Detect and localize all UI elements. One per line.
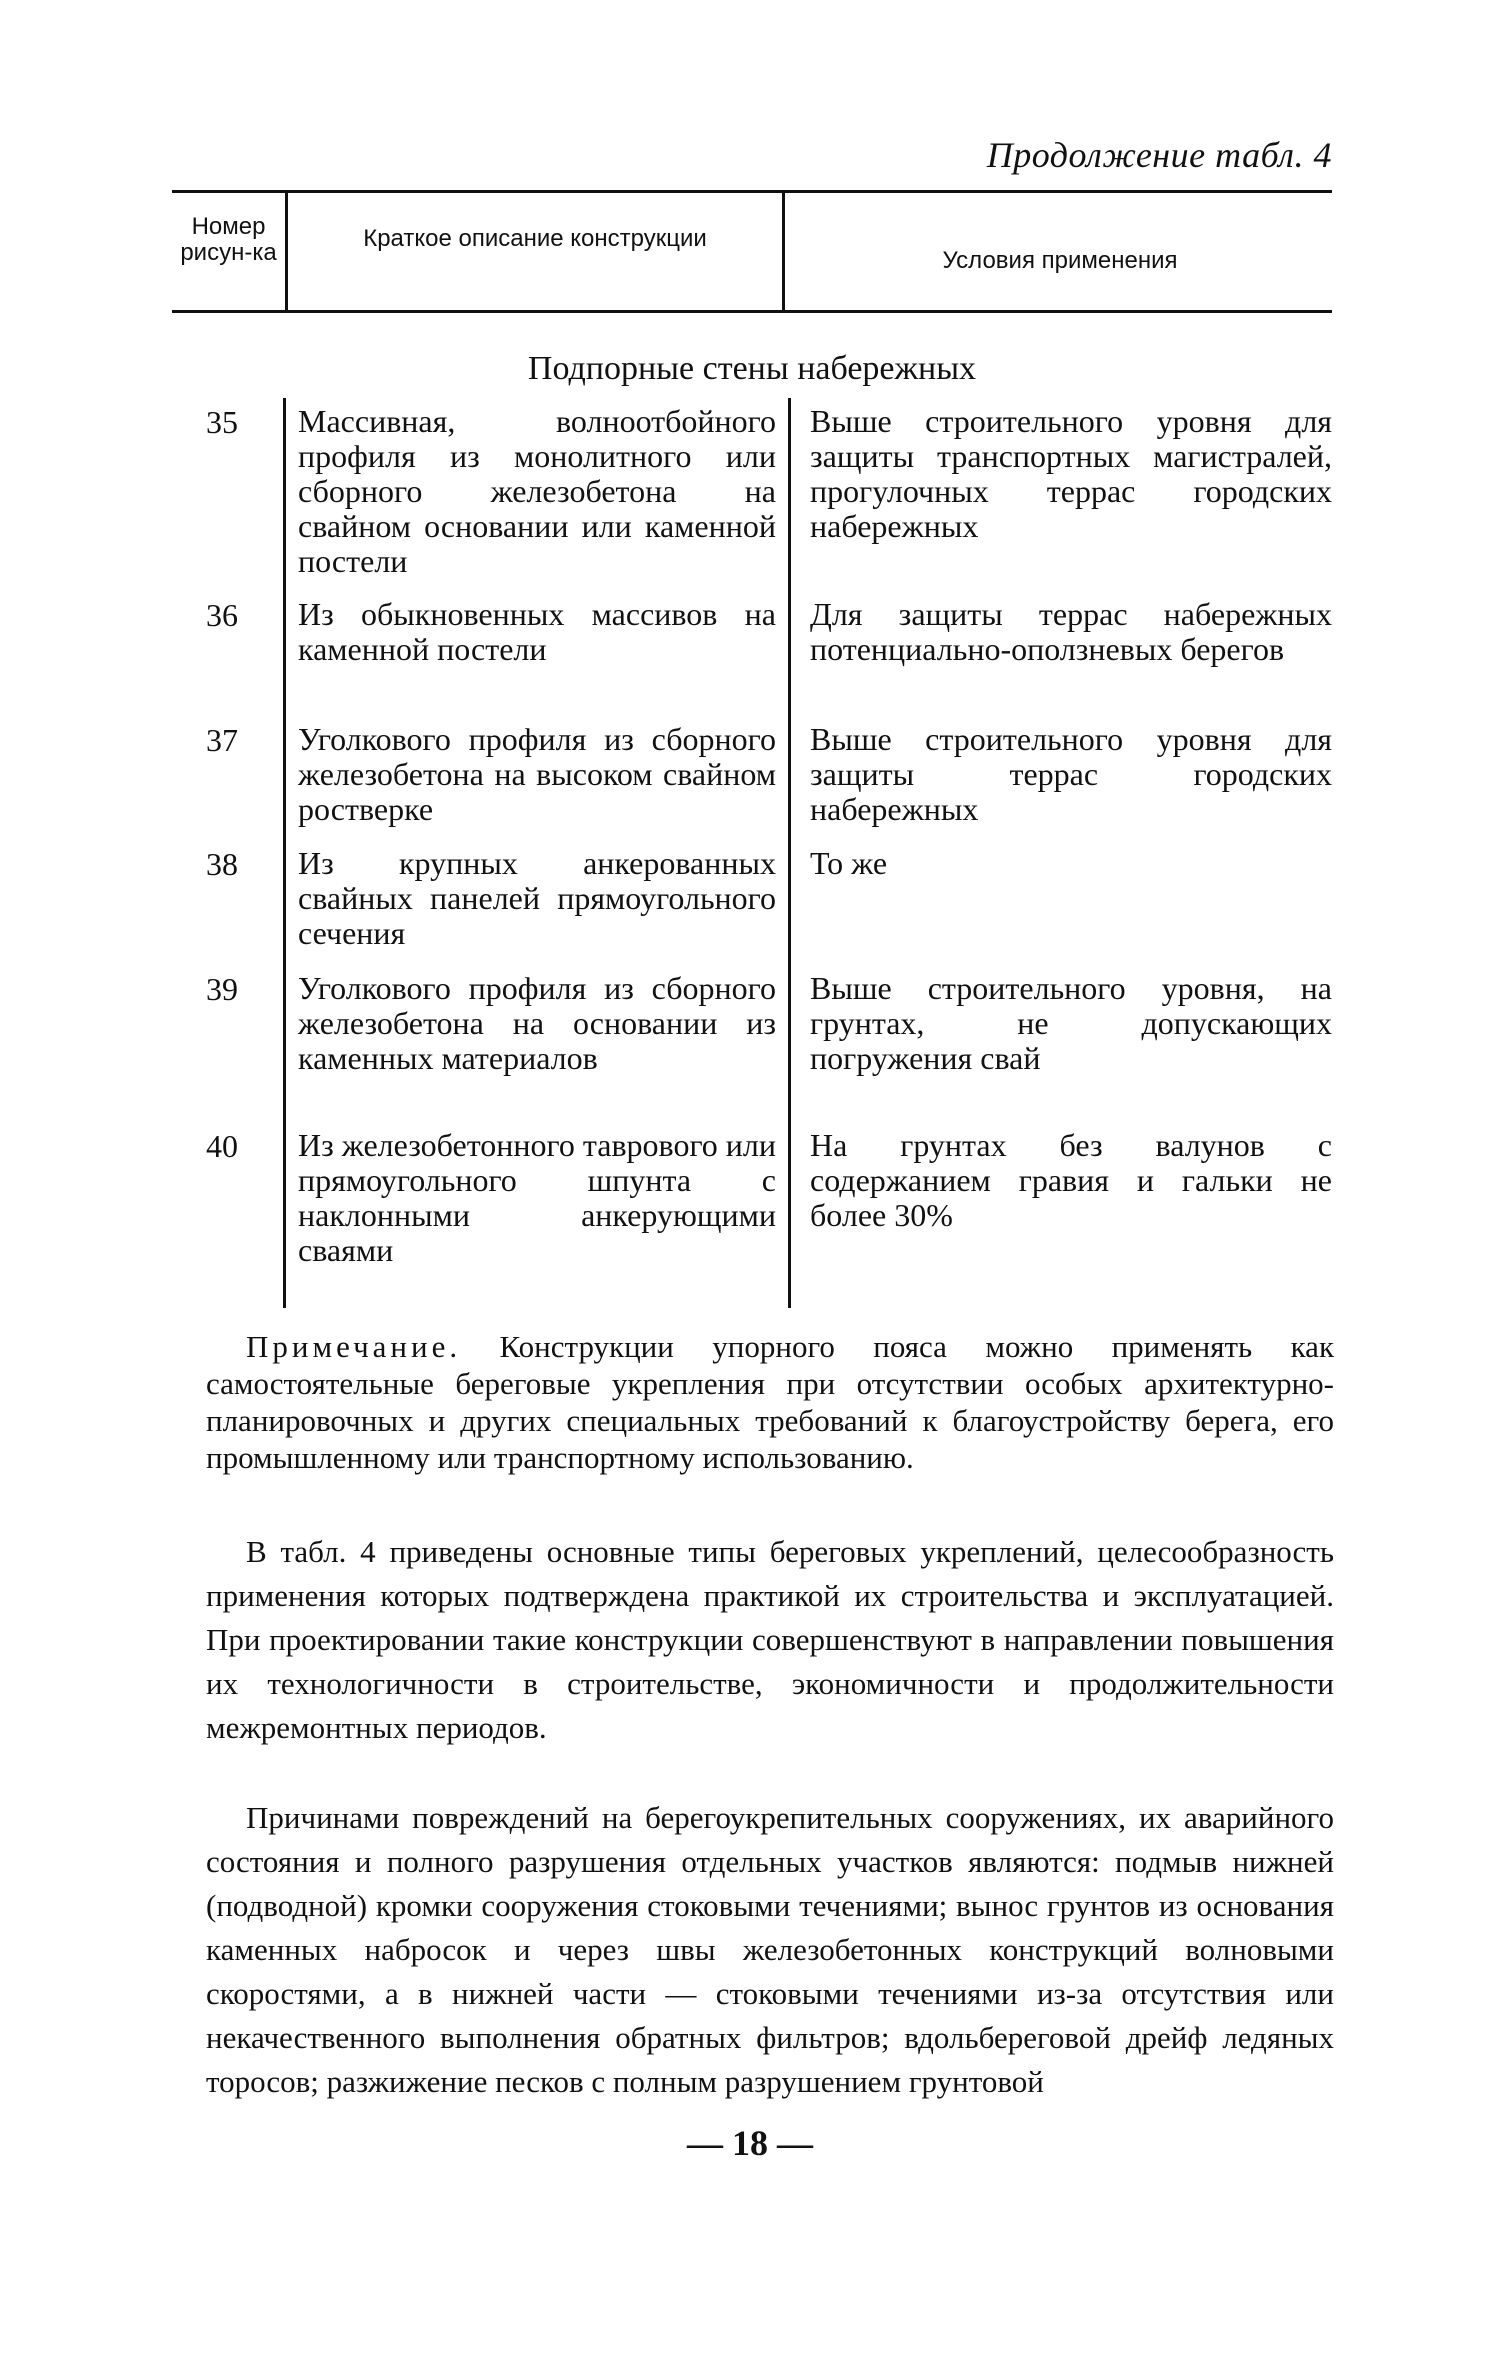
row-number: 40 — [206, 1128, 238, 1164]
row-conditions: На грунтах без валунов с содержанием гравия и гальки не более 30% — [810, 1127, 1332, 1233]
row-conditions: Выше строительного уровня для защиты транспортных магистралей, прогулочных террас городских набережных — [810, 403, 1332, 544]
row-description: Из обыкновенных массивов на каменной постели — [298, 596, 776, 667]
column-divider — [788, 398, 791, 1308]
row-conditions: Для защиты террас набережных потенциально-оползневых берегов — [810, 596, 1332, 667]
row-description: Из железобетонного таврового или прямоугольного шпунта с наклонными анкерующими сваями — [298, 1127, 776, 1268]
row-conditions: Выше строительного уровня для защиты террас городских набережных — [810, 721, 1332, 827]
row-number: 39 — [206, 971, 238, 1007]
table-continuation-title: Продолжение табл. 4 — [986, 135, 1332, 175]
row-number: 38 — [206, 846, 238, 882]
row-number: 37 — [206, 722, 238, 758]
row-number: 36 — [206, 597, 238, 633]
row-description: Уголкового профиля из сборного железобетона на основании из каменных материалов — [298, 970, 776, 1076]
column-divider — [285, 192, 288, 312]
row-conditions: Выше строительного уровня, на грунтах, не допускающих погружения свай — [810, 970, 1332, 1076]
header-conditions: Условия применения — [942, 247, 1178, 274]
column-divider — [782, 192, 785, 312]
table-top-rule — [172, 190, 1332, 193]
page-number: — 18 — — [687, 2123, 813, 2163]
column-divider — [283, 398, 286, 1308]
row-conditions: То же — [810, 845, 888, 881]
row-number: 35 — [206, 404, 238, 440]
row-description: Уголкового профиля из сборного железобетона на высоком свайном ростверке — [298, 721, 776, 827]
table-note — [206, 1328, 1334, 1476]
note-text: Конструкции упорного пояса можно применять как самостоятельные береговые укрепления при отсутствии особых архитектурно-планировочных и других специальных требований к благоустройству берега, его промышленному или транспортному использованию. — [206, 1329, 1334, 1475]
row-description: Массивная, волноотбойного профиля из монолитного или сборного железобетона на свайном основании или каменной постели — [298, 403, 776, 579]
body-paragraph: В табл. 4 приведены основные типы береговых укреплений, целесообразность применения которых подтверждена практикой их строительства и эксплуатацией. При проектировании такие конструкции совершенствуют в направлении повышения их технологичности в строительстве, экономичности и продолжительности межремонтных периодов. — [206, 1534, 1334, 1745]
header-description: Краткое описание конструкции — [363, 225, 707, 252]
note-lead: Примечание. — [246, 1329, 462, 1364]
table-section-title: Подпорные стены набережных — [527, 350, 977, 387]
header-number: Номер рисун-ка — [180, 213, 277, 266]
body-paragraph: Причинами повреждений на берегоукрепительных сооружениях, их аварийного состояния и полного разрушения отдельных участков являются: подмыв нижней (подводной) кромки сооружения стоковыми течениями; вынос грунтов из основания каменных набросок и через швы железобетонных конструкций волновыми скоростями, а в нижней части — стоковыми течениями из-за отсутствия или некачественного выполнения обратных фильтров; вдольбереговой дрейф ледяных торосов; разжижение песков с полным разрушением грунтовой — [206, 1800, 1334, 2099]
row-description: Из крупных анкерованных свайных панелей прямоугольного сечения — [298, 845, 776, 951]
table-header-rule — [172, 310, 1332, 313]
